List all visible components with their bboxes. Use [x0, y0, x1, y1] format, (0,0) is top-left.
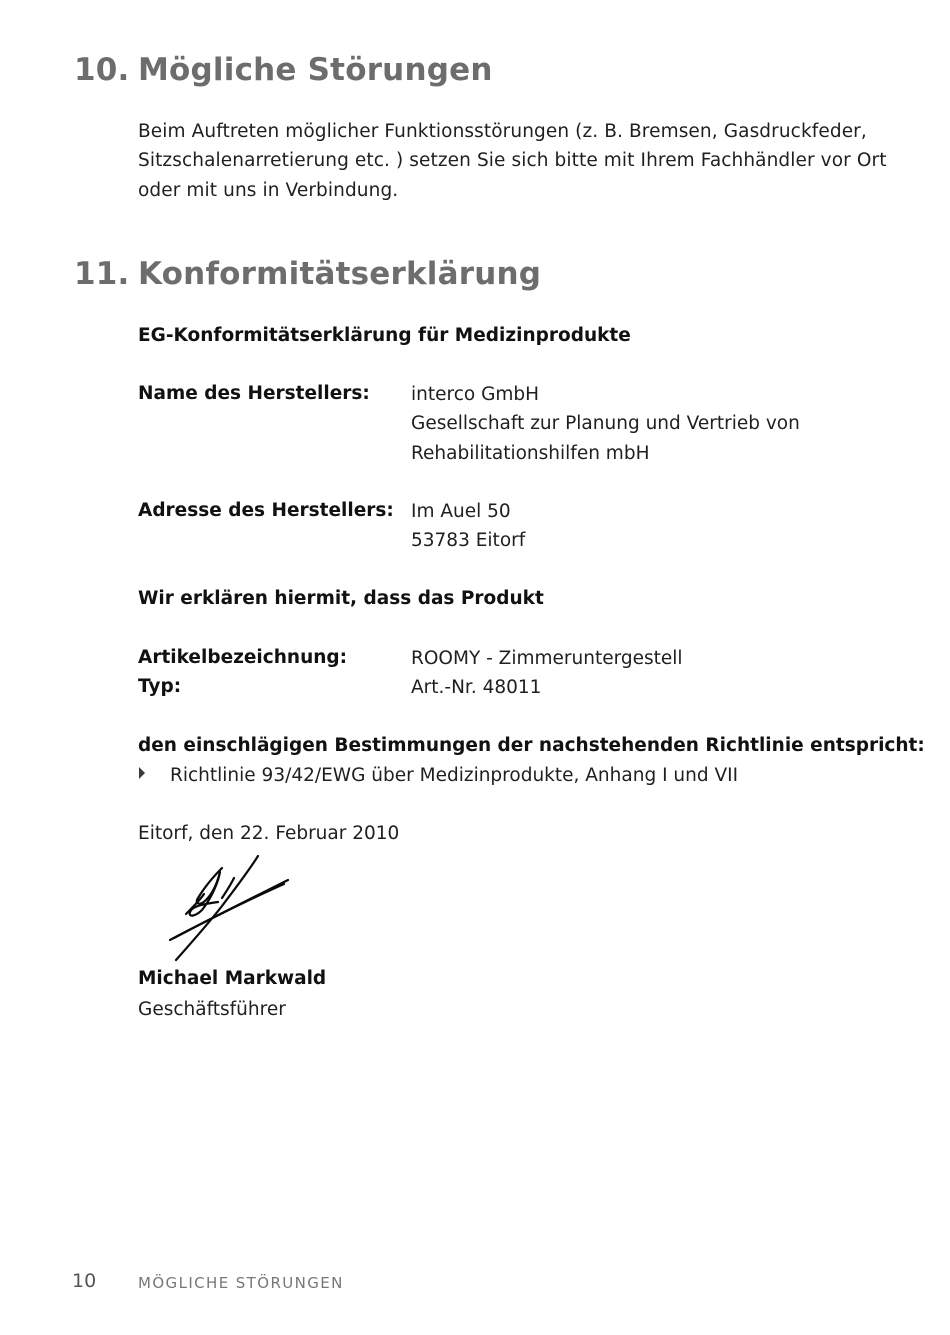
signer-title: Geschäftsführer	[138, 999, 286, 1020]
place-date: Eitorf, den 22. Februar 2010	[138, 823, 400, 844]
directive-item: Richtlinie 93/42/EWG über Medizinprodukte, Anhang I und VII	[170, 765, 739, 786]
article-value: ROOMY - Zimmeruntergestell	[411, 648, 683, 669]
signer-name: Michael Markwald	[138, 968, 327, 989]
signature-image	[160, 850, 300, 968]
address-label: Adresse des Herstellers:	[138, 500, 394, 521]
section-10-number: 10.	[74, 52, 130, 88]
manufacturer-line: Rehabilitationshilfen mbH	[411, 442, 650, 464]
declaration-subtitle: EG-Konformitätserklärung für Medizinprodukte	[138, 325, 631, 346]
address-line: Im Auel 50	[411, 501, 511, 522]
type-label: Typ:	[138, 676, 182, 697]
section-11-heading	[74, 256, 774, 296]
manufacturer-line: Gesellschaft zur Planung und Vertrieb von	[411, 413, 800, 435]
section-10-heading	[74, 52, 774, 92]
address-value	[411, 497, 525, 556]
section-10-paragraph	[138, 117, 887, 205]
bullet-arrow-icon	[139, 767, 145, 779]
type-value: Art.-Nr. 48011	[411, 677, 542, 698]
declaration-intro: Wir erklären hiermit, dass das Produkt	[138, 588, 544, 609]
section-11-title: Konformitätserklärung	[138, 256, 542, 292]
manufacturer-value	[411, 380, 800, 468]
paragraph-line: Beim Auftreten möglicher Funktionsstörungen (z. B. Bremsen, Gasdruckfeder,	[138, 121, 867, 142]
article-label: Artikelbezeichnung:	[138, 647, 348, 668]
address-line: 53783 Eitorf	[411, 530, 526, 552]
paragraph-line: oder mit uns in Verbindung.	[138, 179, 399, 201]
paragraph-line: Sitzschalenarretierung etc. ) setzen Sie sich bitte mit Ihrem Fachhändler vor Ort	[138, 150, 887, 172]
footer-section-title: MÖGLICHE STÖRUNGEN	[138, 1274, 344, 1292]
conformity-statement: den einschlägigen Bestimmungen der nachstehenden Richtlinie entspricht:	[138, 735, 925, 756]
manufacturer-label: Name des Herstellers:	[138, 383, 370, 404]
section-10-title: Mögliche Störungen	[138, 52, 493, 88]
page-number: 10	[72, 1270, 97, 1292]
manufacturer-line: interco GmbH	[411, 384, 540, 405]
section-11-number: 11.	[74, 256, 130, 292]
